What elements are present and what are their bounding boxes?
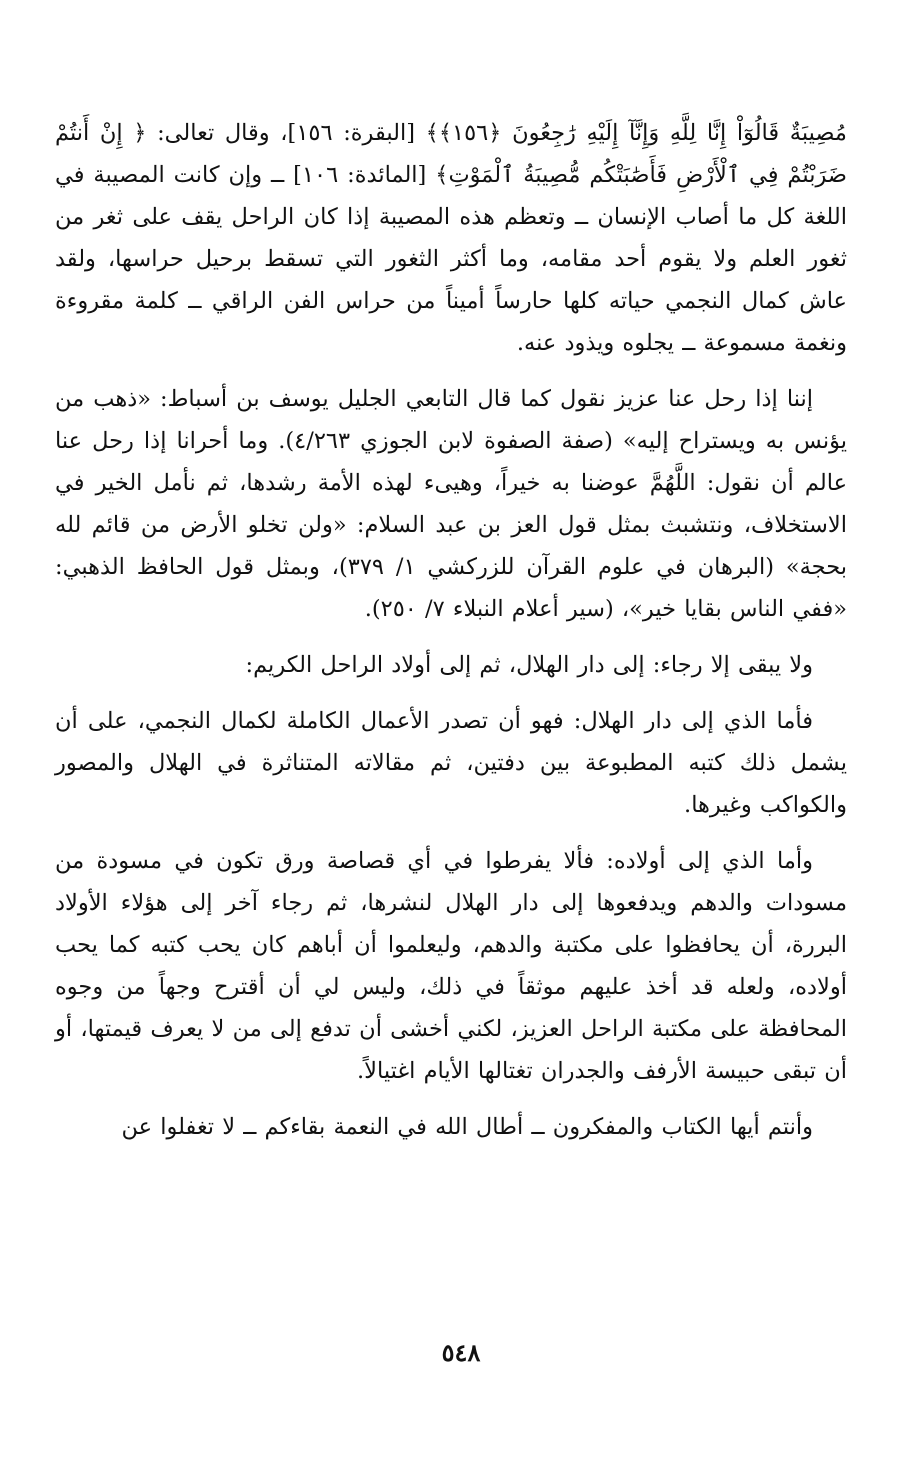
paragraph-remaining-hope: ولا يبقى إلا رجاء: إلى دار الهلال، ثم إلى أولاد الراحل الكريم: [245, 652, 813, 678]
paragraph-yusuf-ibn-asbat: إننا إذا رحل عنا عزيز نقول كما قال التابعي الجليل يوسف بن أسباط: «ذهب من يؤنس به ويستراح إليه» (صفة الصفوة لابن الجوزي ٤/٢٦٣). وما أحرانا إذا رحل عنا عالم أن نقول: اللَّهُمَّ عوضنا به خيراً، وهيىء لهذه الأمة رشدها، ثم نأمل الخير في الاستخلاف، ونتشبث بمثل قول العز بن عبد السلام: «ولن تخلو الأرض من قائم لله بحجة» (البرهان في علوم القرآن للزركشي ١/ ٣٧٩)، وبمثل قول الحافظ الذهبي: «ففي الناس بقايا خير»، (سير أعلام النبلاء ٧/ ٢٥٠). [55, 386, 847, 622]
page-number: ٥٤٨ [441, 1338, 481, 1367]
paragraph-quran-verses: مُصِيبَةٌ قَالُوٓاْ إِنَّا لِلَّهِ وَإِنَّآ إِلَيْهِ رَٰجِعُونَ ﴿١٥٦﴾﴾ [البقرة: ١٥٦]، وقال تعالى: ﴿ إِنْ أَنتُمْ ضَرَبْتُمْ فِي ٱلْأَرْضِ فَأَصَٰبَتْكُم مُّصِيبَةُ ٱلْمَوْتِ﴾ [المائدة: ١٠٦] ــ وإن كانت المصيبة في اللغة كل ما أصاب الإنسان ــ وتعظم هذه المصيبة إذا كان الراحل يقف على ثغر من ثغور العلم ولا يقوم أحد مقامه، وما أكثر الثغور التي تسقط برحيل حراسها، ولقد عاش كمال النجمي حياته كلها حارساً أميناً من حراس الفن الراقي ــ كلمة مقروءة ونغمة مسموعة ــ يجلوه ويذود عنه. [55, 120, 847, 356]
paragraph-writers: وأنتم أيها الكتاب والمفكرون ــ أطال الله في النعمة بقاءكم ــ لا تغفلوا عن [121, 1114, 813, 1140]
paragraph-children: وأما الذي إلى أولاده: فألا يفرطوا في أي قصاصة ورق تكون في مسودة من مسودات والدهم ويدفعوها إلى دار الهلال لنشرها، ثم رجاء آخر إلى هؤلاء الأولاد البررة، أن يحافظوا على مكتبة والدهم، وليعلموا أن أباهم كان يحب كتبه كما يحب أولاده، ولعله قد أخذ عليهم موثقاً في ذلك، وليس لي أن أقترح وجهاً من وجوه المحافظة على مكتبة الراحل العزيز، لكني أخشى أن تدفع إلى من لا يعرف قيمتها، أو أن تبقى حبيسة الأرفف والجدران تغتالها الأيام اغتيالاً. [55, 848, 847, 1084]
paragraph-dar-al-hilal: فأما الذي إلى دار الهلال: فهو أن تصدر الأعمال الكاملة لكمال النجمي، على أن يشمل ذلك كتبه المطبوعة بين دفتين، ثم مقالاته المتناثرة في الهلال والمصور والكواكب وغيرها. [55, 708, 847, 818]
page-body [55, 112, 847, 1148]
